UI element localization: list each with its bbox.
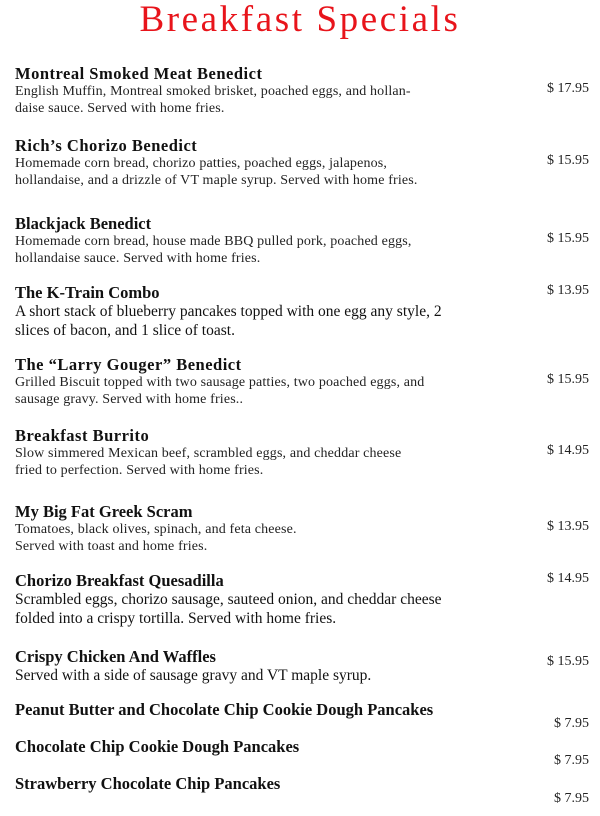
menu-item bbox=[15, 647, 600, 685]
item-description: hollandaise, and a drizzle of VT maple syrup. Served with home fries. bbox=[15, 173, 418, 188]
menu-title: Breakfast Specials bbox=[139, 0, 461, 40]
menu-item bbox=[15, 737, 600, 768]
item-name: Peanut Butter and Chocolate Chip Cookie Dough Pancakes bbox=[15, 700, 434, 719]
item-description: Tomatoes, black olives, spinach, and feta cheese. bbox=[15, 522, 297, 537]
item-price: $ 13.95 bbox=[547, 519, 589, 534]
item-name: Chocolate Chip Cookie Dough Pancakes bbox=[15, 737, 300, 756]
item-name: Montreal Smoked Meat Benedict bbox=[15, 64, 263, 83]
menu-item bbox=[15, 571, 600, 628]
menu-item bbox=[15, 283, 600, 340]
item-description: A short stack of blueberry pancakes topped with one egg any style, 2 bbox=[15, 303, 442, 320]
menu-item bbox=[15, 214, 600, 267]
item-price: $ 14.95 bbox=[547, 571, 589, 586]
item-description: Served with a side of sausage gravy and VT maple syrup. bbox=[15, 667, 372, 684]
item-price: $ 15.95 bbox=[547, 372, 589, 387]
item-price: $ 7.95 bbox=[554, 791, 589, 806]
menu-item bbox=[15, 774, 600, 806]
item-description: sausage gravy. Served with home fries.. bbox=[15, 392, 244, 407]
item-name: The K-Train Combo bbox=[15, 283, 160, 302]
item-description: Scrambled eggs, chorizo sausage, sauteed onion, and cheddar cheese bbox=[15, 591, 442, 608]
item-description: Homemade corn bread, chorizo patties, poached eggs, jalapenos, bbox=[15, 156, 387, 171]
menu-item bbox=[15, 502, 600, 555]
item-description: fried to perfection. Served with home fries. bbox=[15, 463, 264, 478]
item-name: Breakfast Burrito bbox=[15, 426, 150, 445]
item-price: $ 15.95 bbox=[547, 153, 589, 168]
item-description: hollandaise sauce. Served with home fries. bbox=[15, 251, 261, 266]
item-price: $ 7.95 bbox=[554, 716, 589, 731]
menu-item bbox=[15, 700, 600, 731]
item-description: English Muffin, Montreal smoked brisket, poached eggs, and hollan- bbox=[15, 84, 411, 99]
menu-item bbox=[15, 355, 600, 408]
item-price: $ 14.95 bbox=[547, 443, 589, 458]
item-description: folded into a crispy tortilla. Served with home fries. bbox=[15, 610, 337, 627]
menu-item bbox=[15, 426, 600, 479]
item-name: Blackjack Benedict bbox=[15, 214, 152, 233]
item-name: The “Larry Gouger” Benedict bbox=[15, 355, 242, 374]
item-price: $ 17.95 bbox=[547, 81, 589, 96]
item-description: Grilled Biscuit topped with two sausage patties, two poached eggs, and bbox=[15, 375, 425, 390]
item-name: Chorizo Breakfast Quesadilla bbox=[15, 571, 224, 590]
item-description: Slow simmered Mexican beef, scrambled eggs, and cheddar cheese bbox=[15, 446, 402, 461]
menu-item bbox=[15, 136, 600, 189]
item-name: Rich’s Chorizo Benedict bbox=[15, 136, 198, 155]
item-description: slices of bacon, and 1 slice of toast. bbox=[15, 322, 235, 339]
item-price: $ 15.95 bbox=[547, 654, 589, 669]
item-name: My Big Fat Greek Scram bbox=[15, 502, 193, 521]
menu-item bbox=[15, 64, 600, 117]
item-name: Crispy Chicken And Waffles bbox=[15, 647, 216, 666]
item-description: daise sauce. Served with home fries. bbox=[15, 101, 225, 116]
item-price: $ 13.95 bbox=[547, 283, 589, 298]
item-price: $ 15.95 bbox=[547, 231, 589, 246]
item-name: Strawberry Chocolate Chip Pancakes bbox=[15, 774, 281, 793]
item-description: Served with toast and home fries. bbox=[15, 539, 208, 554]
item-description: Homemade corn bread, house made BBQ pulled pork, poached eggs, bbox=[15, 234, 412, 249]
item-price: $ 7.95 bbox=[554, 753, 589, 768]
